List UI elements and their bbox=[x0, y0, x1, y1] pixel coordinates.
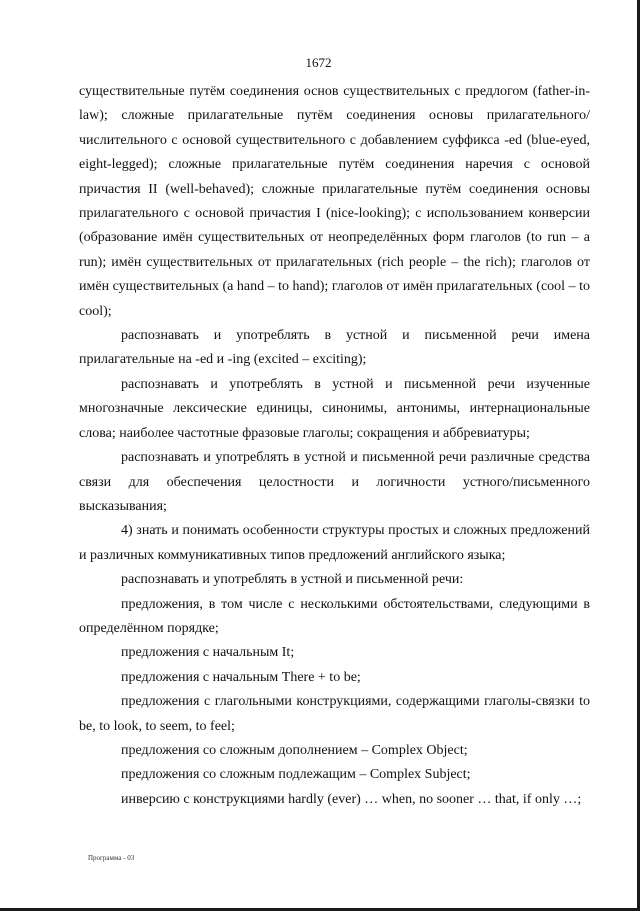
paragraph: предложения с глагольными конструкциями, содержащими глаголы-связки to be, to look, to seem, to feel; bbox=[79, 694, 590, 734]
paragraph: предложения со сложным дополнением – Complex Object; bbox=[121, 742, 468, 758]
page-number: 1672 bbox=[305, 55, 332, 70]
paragraph: инверсию с конструкциями hardly (ever) … when, no sooner … that, if only …; bbox=[121, 791, 582, 807]
paragraph: распознавать и употреблять в устной и письменной речи изученные многозначные лексические единицы, синонимы, антонимы, интернациональные слова; наиболее частотные фразовые глаголы; сокращения и аббревиатуры; bbox=[79, 376, 590, 441]
body-text bbox=[79, 80, 590, 812]
paragraph: 4) знать и понимать особенности структуры простых и сложных предложений и различных коммуникативных типов предложений английского языка; bbox=[79, 523, 590, 563]
paragraph: распознавать и употреблять в устной и письменной речи имена прилагательные на -ed и -ing (excited – exciting); bbox=[79, 328, 590, 368]
paragraph: существительные путём соединения основ существительных с предлогом (father-in-law); сложные прилагательные путём соединения основы прилагательного/числительного с основой существительного с добавлением суффикса -ed (blue-eyed, eight-legged); сложные прилагательные путём соединения наречия с основой причастия II (well-behaved); сложные прилагательные путём соединения основы прилагательного с основой причастия I (nice-looking); с использованием конверсии (образование имён существительных от неопределённых форм глаголов (to run – a run); имён существительных от прилагательных (rich people – the rich); глаголов от имён существительных (a hand – to hand); глаголов от имён прилагательных (cool – to cool); bbox=[79, 84, 590, 319]
footer-label: Программа - 03 bbox=[88, 854, 135, 862]
paragraph: предложения со сложным подлежащим – Complex Subject; bbox=[121, 767, 471, 783]
paragraph: распознавать и употреблять в устной и письменной речи: bbox=[121, 572, 464, 588]
paragraph: предложения, в том числе с несколькими обстоятельствами, следующими в определённом порядке; bbox=[79, 596, 590, 636]
paragraph: распознавать и употреблять в устной и письменной речи различные средства связи для обеспечения целостности и логичности устного/письменного высказывания; bbox=[79, 450, 590, 514]
paragraph: предложения с начальным There + to be; bbox=[121, 669, 361, 685]
paragraph: предложения с начальным It; bbox=[121, 645, 295, 661]
